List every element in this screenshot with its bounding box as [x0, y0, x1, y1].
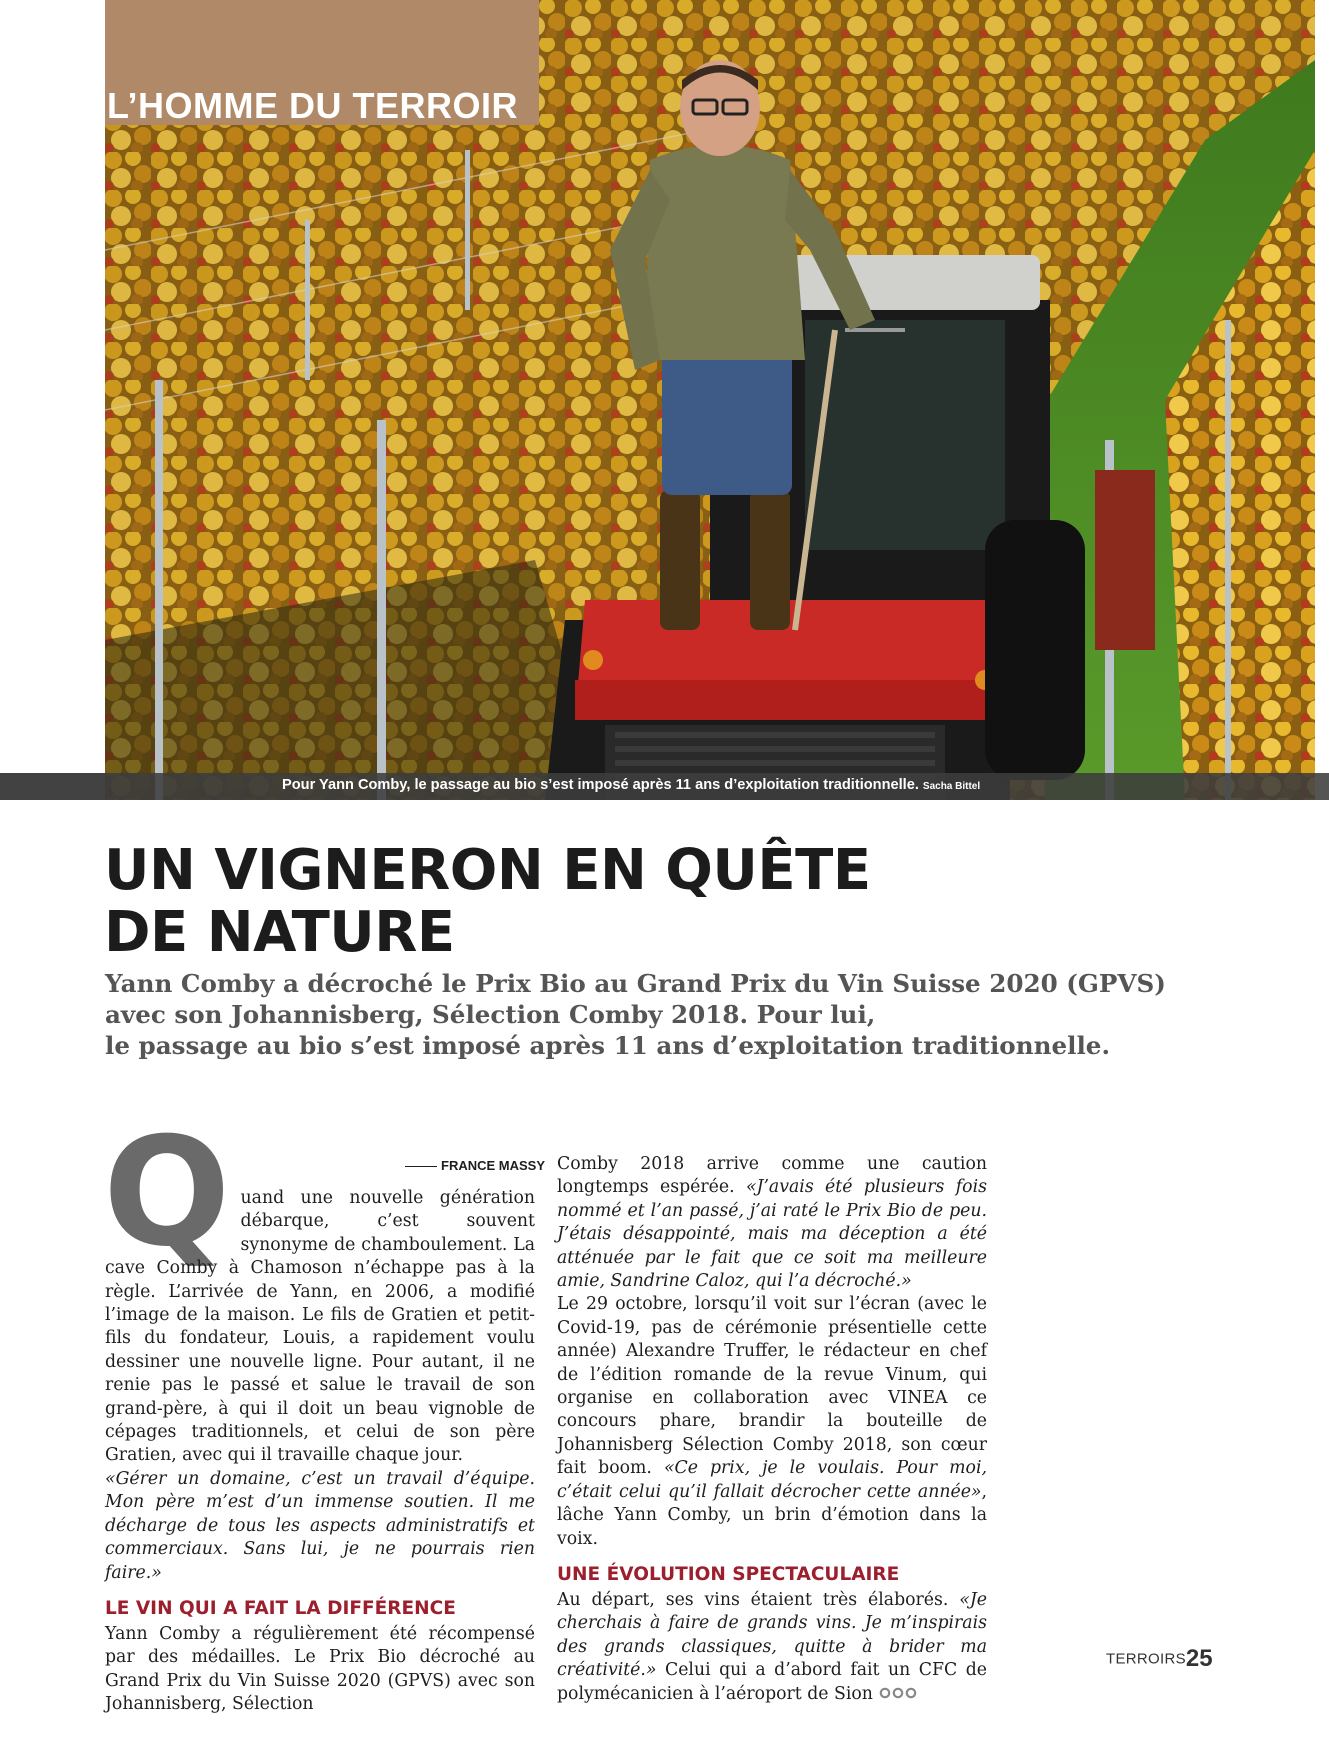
page-number: 25 — [1185, 1645, 1213, 1672]
quote-2: «J’avais été plusieurs fois nommé et l’an passé, j’ai raté le Prix Bio de peu. J’étais désappointé, mais ma déception a été atténuée par le fait que ce soit ma meilleure amie, Sandrine Caloz, qui l’a décroché.» — [557, 1177, 987, 1292]
quote-1: «Gérer un domaine, c’est un travail d’équipe. Mon père m’est d’un immense soutien. Il me décharge de tous les aspects administratifs et commerciaux. Sans lui, je ne pourrais rien faire.» — [105, 1468, 535, 1583]
photo-credit: Sacha Bittel — [922, 781, 981, 792]
standfirst-line-1: Yann Comby a décroché le Prix Bio au Grand Prix du Vin Suisse 2020 (GPVS) — [105, 969, 1166, 998]
drop-cap: Q — [103, 1106, 231, 1280]
author-name: FRANCE MASSY — [441, 1158, 546, 1173]
page-footer — [1106, 1645, 1213, 1673]
paragraph-5 — [557, 1589, 987, 1706]
photo-caption — [282, 777, 980, 793]
subheading-1: LE VIN QUI A FAIT LA DIFFÉRENCE — [105, 1597, 456, 1619]
paragraph-3-text: Comby 2018 arrive comme une caution longtemps espérée. — [557, 1154, 987, 1198]
intro-text: uand une nouvelle génération débarque, c’est souvent synonyme de chamboulement. La cave Comby à Chamoson n’échappe pas à la règle. L’arrivée de Yann, en 2006, a modifié l’image de la maison. Le fils de Gratien et petit-fils du fondateur, Louis, a rapidement voulu dessiner une nouvelle ligne. Pour autant, il ne renie pas le passé et salue le travail de son grand-père, à qui il doit un beau vignoble de cépages traditionnels, et celui de son père Gratien, avec qui il travaille chaque jour. — [105, 1188, 535, 1466]
paragraph-4 — [557, 1293, 987, 1550]
magazine-brand: TERROIRS — [1106, 1650, 1186, 1668]
headline-line-2: DE NATURE — [104, 900, 455, 965]
paragraph-2: Yann Comby a régulièrement été récompensé par des médailles. Le Prix Bio décroché au Grand Prix du Vin Suisse 2020 (GPVS) avec son Johannisberg, Sélection — [105, 1623, 535, 1715]
headline-line-1: UN VIGNERON EN QUÊTE — [104, 838, 871, 903]
continue-dots-icon — [879, 1683, 917, 1706]
standfirst-line-3: le passage au bio s’est imposé après 11 ans d’exploitation traditionnelle. — [105, 1031, 1111, 1060]
article-headline — [104, 840, 871, 964]
caption-text: Pour Yann Comby, le passage au bio s’est imposé après 11 ans d’exploitation traditionnelle. — [282, 777, 919, 793]
body-column-1 — [103, 1106, 535, 1717]
paragraph-5-end: Celui qui a d’abord fait un CFC de polymécanicien à l’aéroport de Sion — [557, 1660, 987, 1704]
standfirst-line-2: avec son Johannisberg, Sélection Comby 2018. Pour lui, — [105, 1000, 876, 1029]
quote-4: «Je cherchais à faire de grands vins. Je m’inspirais des grands classiques, quitte à brider ma créativité.» — [557, 1589, 987, 1681]
paragraph-3 — [557, 1153, 987, 1293]
subheading-2: UNE ÉVOLUTION SPECTACULAIRE — [557, 1563, 900, 1585]
paragraph-4-text: Le 29 octobre, lorsqu’il voit sur l’écran (avec le Covid-19, pas de cérémonie présentielle cette année) Alexandre Truffer, le rédacteur en chef de l’édition romande de la revue Vinum, qui organise en collaboration avec VINEA ce concours phare, brandir la bouteille de Johannisberg Sélection Comby 2018, son cœur fait boom. — [557, 1294, 987, 1479]
quote-3: «Ce prix, je le voulais. Pour moi, c’était celui qu’il fallait décrocher cette année» — [557, 1458, 987, 1502]
paragraph-4-end: , lâche Yann Comby, un brin d’émotion dans la voix. — [557, 1481, 987, 1549]
body-column-2 — [557, 1153, 987, 1706]
standfirst — [105, 968, 1166, 1061]
paragraph-5-text: Au départ, ses vins étaient très élaborés. — [557, 1589, 960, 1610]
section-rubric: L’HOMME DU TERROIR — [107, 85, 518, 126]
